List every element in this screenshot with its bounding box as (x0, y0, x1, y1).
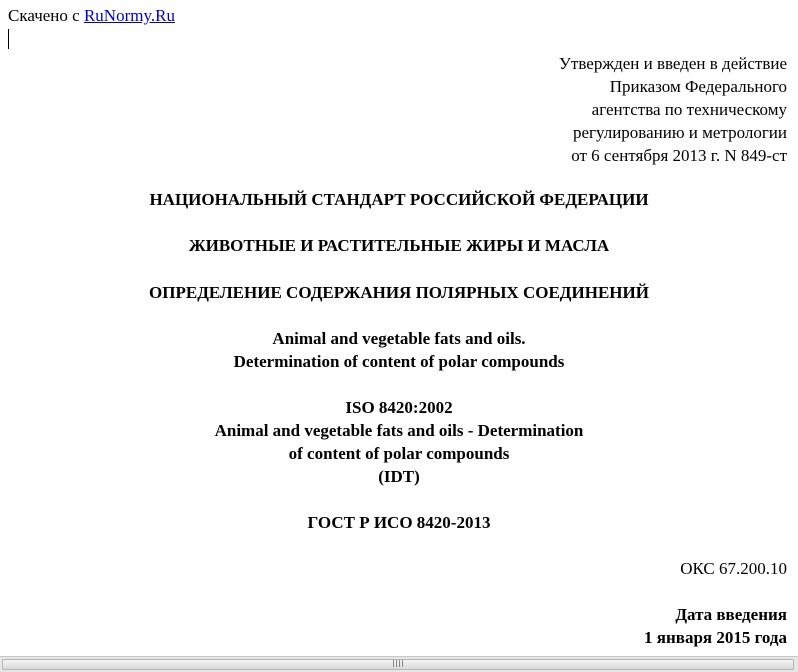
national-standard-title: НАЦИОНАЛЬНЫЙ СТАНДАРТ РОССИЙСКОЙ ФЕДЕРАЦИИ (149, 190, 649, 209)
subject-title: ЖИВОТНЫЕ И РАСТИТЕЛЬНЫЕ ЖИРЫ И МАСЛА (188, 236, 610, 255)
english-title-line: Determination of content of polar compounds (233, 352, 565, 371)
approval-line: агентства по техническому (591, 100, 787, 119)
runormy-link[interactable]: RuNormy.Ru (83, 6, 175, 25)
determination-title: ОПРЕДЕЛЕНИЕ СОДЕРЖАНИЯ ПОЛЯРНЫХ СОЕДИНЕНИЙ (149, 283, 649, 302)
iso-line: Animal and vegetable fats and oils - Determination (214, 421, 584, 440)
downloaded-from-line (8, 6, 175, 26)
gost-number: ГОСТ Р ИСО 8420-2013 (307, 513, 491, 532)
scrollbar-grip-icon (393, 660, 403, 667)
downloaded-prefix: Скачено с (8, 6, 80, 25)
english-title (0, 327, 798, 373)
approval-line: Приказом Федерального (609, 77, 787, 96)
approval-line: от 6 сентября 2013 г. N 849-ст (571, 146, 787, 165)
approval-line: регулированию и метрологии (572, 123, 787, 142)
iso-line: (IDT) (378, 467, 420, 486)
iso-line: of content of polar compounds (288, 444, 510, 463)
introduction-label: Дата введения (675, 605, 787, 624)
horizontal-scrollbar[interactable] (0, 656, 798, 672)
oks-code: ОКС 67.200.10 (680, 559, 787, 578)
introduction-date-block (644, 603, 787, 649)
introduction-date: 1 января 2015 года (644, 628, 787, 647)
iso-reference (0, 396, 798, 488)
english-title-line: Animal and vegetable fats and oils. (272, 329, 526, 348)
text-cursor (8, 29, 9, 49)
approval-line: Утвержден и введен в действие (558, 54, 787, 73)
approval-block (559, 52, 787, 167)
iso-line: ISO 8420:2002 (345, 398, 453, 417)
